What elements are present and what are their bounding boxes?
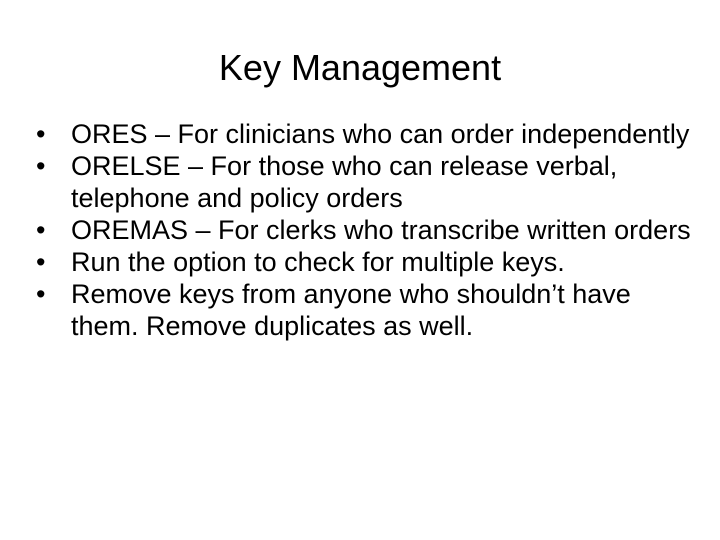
- bullet-list: [36, 118, 696, 342]
- bullet-icon: •: [36, 247, 46, 277]
- bullet-icon: •: [36, 119, 46, 149]
- bullet-item-remove-keys: [36, 278, 696, 342]
- bullet-item-check-multiple-keys: [36, 246, 696, 278]
- bullet-text: OREMAS – For clerks who transcribe written orders: [71, 215, 691, 245]
- bullet-icon: •: [36, 151, 46, 181]
- bullet-text: ORES – For clinicians who can order independently: [71, 119, 690, 149]
- slide-title: Key Management: [218, 47, 502, 88]
- bullet-icon: •: [36, 279, 46, 309]
- bullet-item-ores: [36, 118, 696, 150]
- bullet-item-orelse: [36, 150, 696, 214]
- bullet-icon: •: [36, 215, 46, 245]
- bullet-text: Remove keys from anyone who shouldn’t have them. Remove duplicates as well.: [71, 279, 631, 341]
- bullet-text: ORELSE – For those who can release verbal, telephone and policy orders: [71, 151, 618, 213]
- bullet-item-oremas: [36, 214, 696, 246]
- bullet-text: Run the option to check for multiple keys.: [71, 247, 565, 277]
